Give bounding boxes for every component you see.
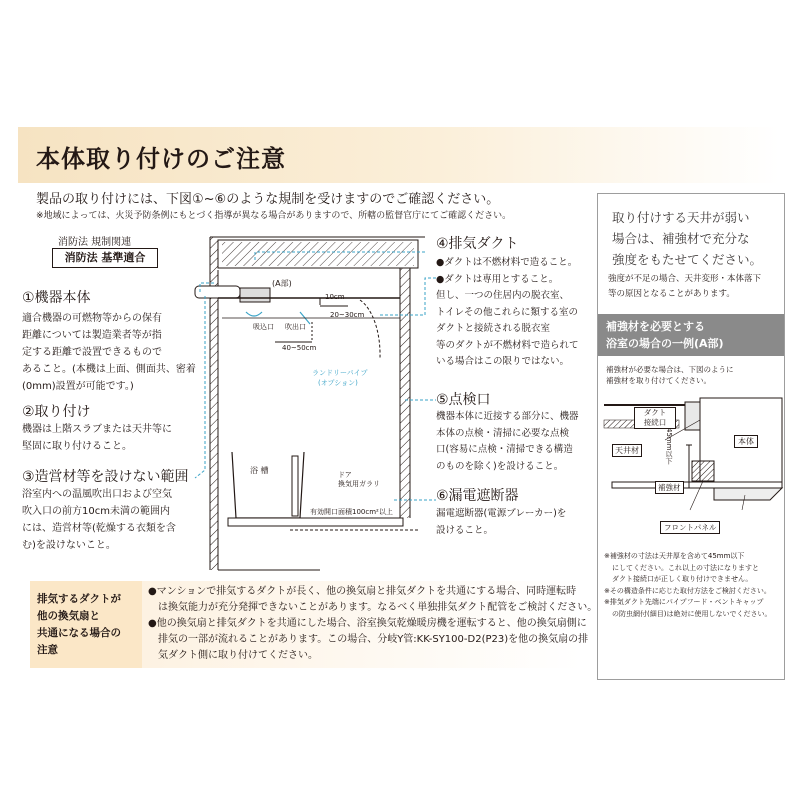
side-header-line: 浴室の場合の一例(A部) — [606, 337, 724, 350]
side-note-line: にしてください。これ以上の寸法になりますと — [612, 563, 759, 572]
ceiling-label: 天井材 — [612, 444, 642, 457]
section-1-line: 距離については製造業者等が指 — [22, 330, 162, 341]
intro-text: 製品の取り付けには、下図①~⑥のような規制を受けますのでご確認ください。 — [36, 192, 500, 207]
caution-body-line: 気ダクト側に取り付けてください。 — [158, 650, 318, 661]
section-3-line: 吹入口の前方10cm未満の範囲内 — [22, 506, 170, 517]
side-sub-line: 補強材を取り付けてください。 — [606, 376, 711, 385]
section-4-line: いる場合はこの限りではない。 — [436, 356, 570, 367]
duct-label: ダクト — [643, 408, 667, 417]
dim-40-50: 40~50cm — [282, 344, 317, 352]
side-warning-line: 強度をもたせてください。 — [612, 252, 763, 267]
section-4-line: 但し、一つの住居内の脱衣室、 — [436, 290, 570, 301]
side-notes — [604, 551, 771, 620]
section-3-line: 浴室内への温風吹出口および空気 — [22, 489, 172, 500]
caution-label-line: 注意 — [37, 644, 58, 656]
section-2-line: 機器は上階スラブまたは天井等に — [22, 424, 172, 435]
section-3-heading: ③造営材等を設けない範囲 — [22, 469, 189, 485]
duct-label-2: 接続口 — [643, 418, 667, 427]
laundry-pipe-option: (オプション) — [318, 379, 358, 387]
section-1-line: あること。(本機は上面、側面共、密着 — [22, 364, 196, 375]
front-panel-label: フロントパネル — [660, 521, 720, 534]
caution-label-line: 排気するダクトが — [37, 593, 121, 605]
fire-law-badge: 消防法 基準適合 — [52, 248, 158, 268]
section-4-line: トイレその他これらに類する室の — [436, 306, 579, 318]
section-4-line: ●ダクトは不燃材料で造ること。 — [436, 257, 578, 268]
section-5-line: 本体の点検・清掃に必要な点検 — [436, 427, 570, 439]
intake-label: 吸込口 — [253, 323, 274, 331]
section-5-line: 口(容易に点検・清掃できる構造 — [436, 444, 573, 455]
side-note-line: ※その構造条件に応じた取付方法をご検討ください。 — [604, 586, 771, 595]
section-6-line: 漏電遮断器(電源ブレーカー)を — [436, 508, 567, 519]
side-note-line: ※排気ダクト先端にパイプフード・ベントキャップ — [604, 598, 764, 606]
section-4-line: ●ダクトは専用とすること。 — [436, 273, 559, 285]
section-5-line: 機器本体に近接する部分に、機器 — [436, 411, 579, 422]
section-2-heading: ②取り付け — [22, 404, 91, 420]
section-5-line: のものを除く)を設けること。 — [436, 460, 564, 472]
body-label: 本体 — [734, 435, 758, 448]
a-part-label: (A部) — [272, 279, 292, 288]
side-note-line: ダクト接続口が正しく取り付けできません。 — [612, 575, 753, 583]
outlet-label: 吹出口 — [285, 323, 306, 331]
caution-label-line: 他の換気扇と — [37, 610, 100, 622]
door-label: ドア — [338, 471, 352, 479]
caution-body-line: は換気能力が充分発揮できないことがあります。なるべく単独排気ダクト配管をご検討ください。 — [158, 602, 598, 613]
section-1-heading: ①機器本体 — [22, 290, 91, 306]
dim-10cm: 10cm — [325, 293, 345, 301]
section-4-heading: ④排気ダクト — [436, 236, 519, 252]
shared-duct-caution-body — [148, 584, 597, 664]
effective-area-label: 有効開口面積100cm²以上 — [310, 508, 393, 516]
caution-body-line: ●マンションで排気するダクトが長く、他の換気扇と排気ダクトを共通にする場合、同時運転時 — [148, 586, 577, 597]
section-5-heading: ⑤点検口 — [436, 392, 491, 408]
section-6-heading: ⑥漏電遮断器 — [436, 488, 519, 504]
side-warning-line: 取り付けする天井が弱い — [612, 210, 750, 225]
section-4-line: 等のダクトが不燃材料で造られて — [436, 339, 579, 351]
page-title: 本体取り付けのご注意 — [36, 145, 286, 173]
section-6-line: 設けること。 — [436, 524, 494, 536]
caution-body-line: 排気の一部が流れることがあります。この場合、分岐Y管:KK-SY100-D2(P23)を他の換気扇の排 — [158, 634, 589, 645]
intro-note: ※地域によっては、火災予防条例にもとづく指導が異なる場合がありますので、所轄の監督官庁にてご確認ください。 — [36, 211, 512, 221]
side-warning-line: 場合は、補強材で充分な — [612, 231, 750, 246]
section-1-line: 定する距離で設置できるもので — [22, 347, 162, 358]
side-header-line: 補強材を必要とする — [606, 320, 705, 333]
section-1-line: 適合機器の可燃物等からの保有 — [22, 313, 162, 324]
side-warning-note-line: 強度が不足の場合、天井変形・本体落下 — [608, 274, 762, 284]
section-3-line: には、造営材等(乾燥する衣類を含 — [22, 523, 176, 534]
side-warning-note-line: 等の原因となることがあります。 — [608, 289, 735, 299]
reinforce-label: 補強材 — [655, 481, 684, 494]
bathtub-label: 浴 槽 — [250, 466, 269, 475]
section-3-line: む)を設けないこと。 — [22, 540, 116, 551]
caution-body-line: ●他の換気扇と排気ダクトを共通にした場合、浴室換気乾燥暖房機を運転すると、他の換気扇側に — [148, 618, 587, 629]
dim-45-label: 45mm以下 — [665, 428, 673, 465]
door-sub-label: 換気用ガラリ — [338, 480, 380, 488]
side-note-line: ※補強材の寸法は天井厚を含めて45mm以下 — [604, 552, 745, 560]
duct-label-box — [634, 407, 676, 429]
fire-law-label: 消防法 規制関連 — [58, 237, 132, 248]
section-2-line: 堅固に取り付けること。 — [22, 441, 132, 452]
side-note-line: の防虫網付(細目)は絶対に使用しないでください。 — [612, 609, 772, 618]
dim-20-30: 20~30cm — [330, 311, 365, 319]
caution-label-line: 共通になる場合の — [37, 627, 121, 639]
side-sub-line: 補強材が必要な場合は、下図のように — [606, 365, 734, 374]
section-4-line: ダクトと接続される脱衣室 — [436, 323, 551, 334]
section-1-line: (0mm)設置が可能です。) — [22, 381, 134, 392]
shared-duct-caution-label — [37, 591, 121, 659]
laundry-pipe-label: ランドリーパイプ — [312, 369, 368, 377]
